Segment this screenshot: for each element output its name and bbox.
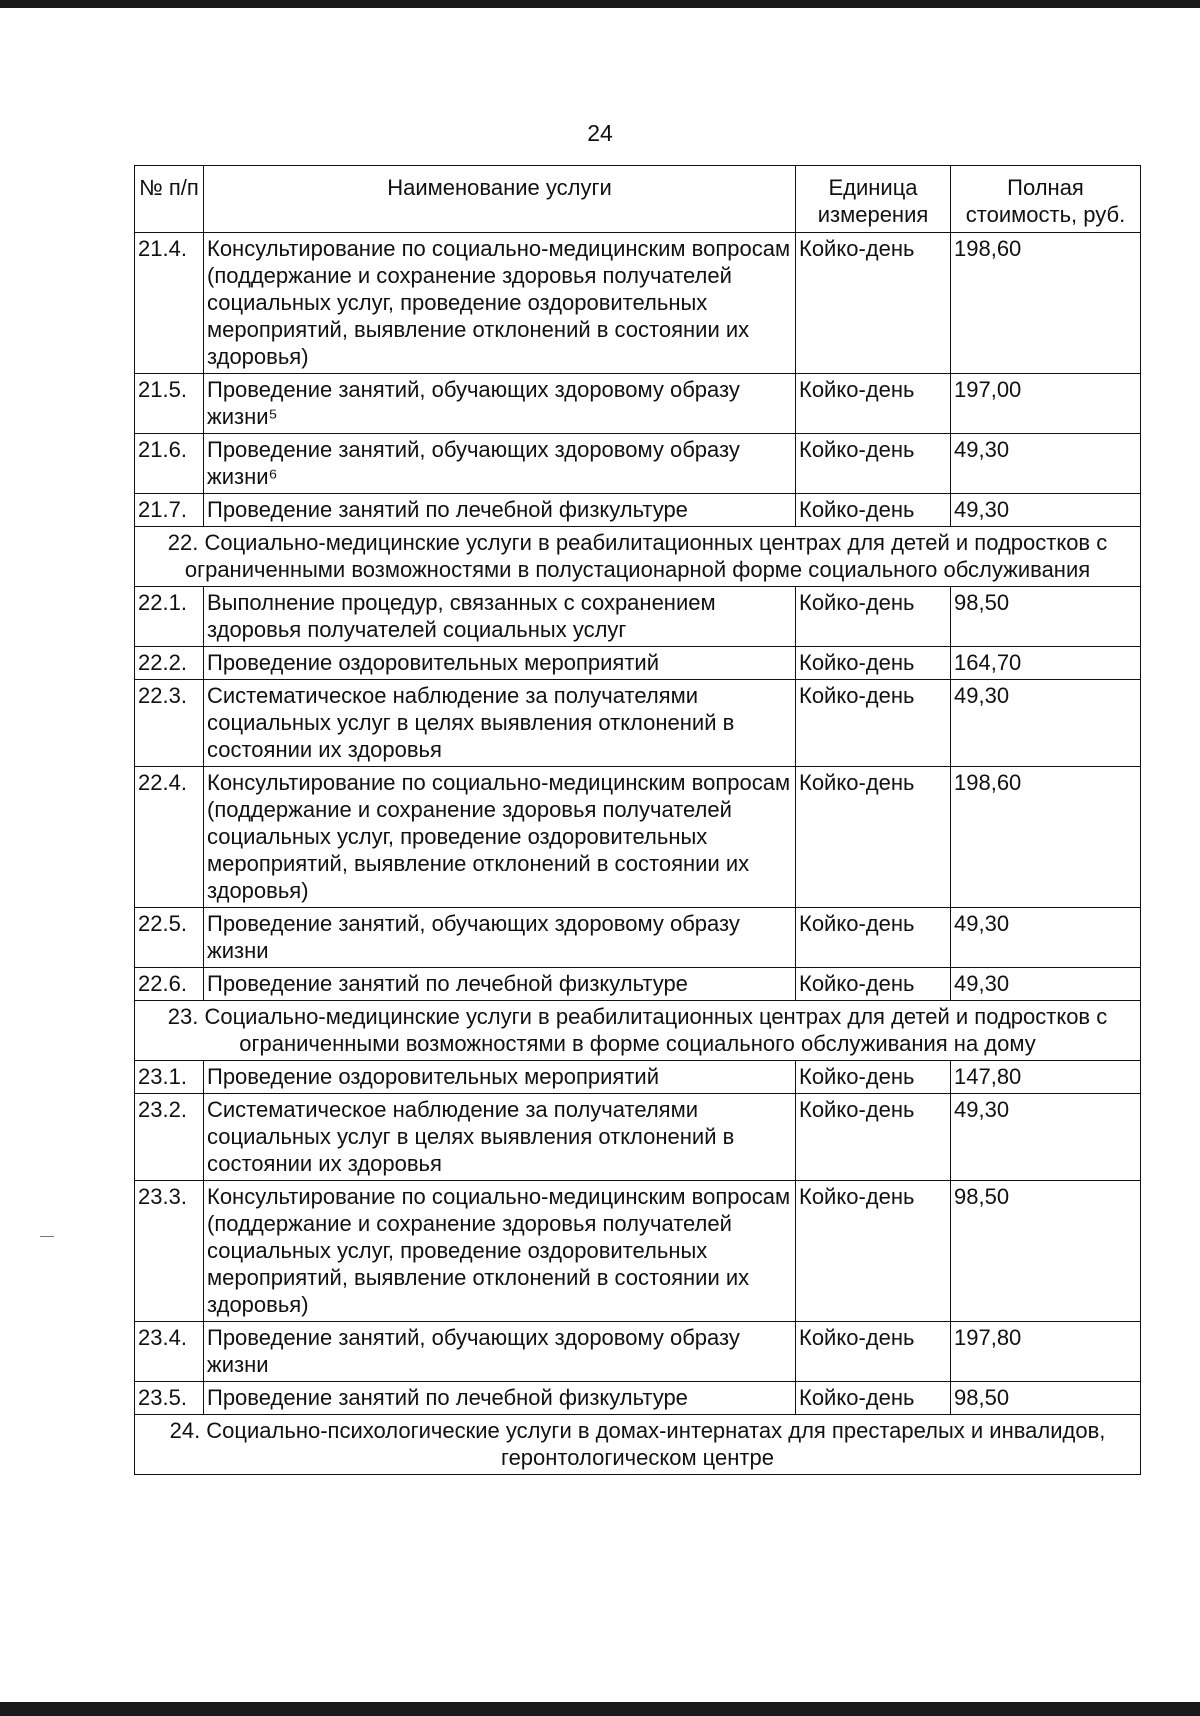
unit-of-measure: Койко-день	[796, 1094, 951, 1181]
service-name: Проведение занятий, обучающих здоровому образу жизни	[204, 1322, 796, 1382]
full-cost: 197,80	[951, 1322, 1141, 1382]
section-row	[135, 1415, 1141, 1475]
unit-of-measure: Койко-день	[796, 647, 951, 680]
table-row	[135, 434, 1141, 494]
table-row	[135, 494, 1141, 527]
row-number: 21.7.	[135, 494, 204, 527]
unit-of-measure: Койко-день	[796, 1322, 951, 1382]
row-number: 22.1.	[135, 587, 204, 647]
table-row	[135, 1322, 1141, 1382]
table-row	[135, 233, 1141, 374]
unit-of-measure: Койко-день	[796, 233, 951, 374]
service-name: Выполнение процедур, связанных с сохранением здоровья получателей социальных услуг	[204, 587, 796, 647]
section-title: 23. Социально-медицинские услуги в реабилитационных центрах для детей и подростков с ограниченными возможностями в форме социального обслуживания на дому	[135, 1001, 1141, 1061]
unit-of-measure: Койко-день	[796, 494, 951, 527]
full-cost: 49,30	[951, 908, 1141, 968]
unit-of-measure: Койко-день	[796, 587, 951, 647]
service-name: Систематическое наблюдение за получателями социальных услуг в целях выявления отклонений в состоянии их здоровья	[204, 1094, 796, 1181]
full-cost: 49,30	[951, 434, 1141, 494]
service-name: Консультирование по социально-медицинским вопросам (поддержание и сохранение здоровья получателей социальных услуг, проведение оздоровительных мероприятий, выявление отклонений в состоянии их здоровья)	[204, 1181, 796, 1322]
service-name: Проведение занятий по лечебной физкультуре	[204, 494, 796, 527]
service-name: Проведение занятий по лечебной физкультуре	[204, 1382, 796, 1415]
full-cost: 98,50	[951, 587, 1141, 647]
header-service-name: Наименование услуги	[204, 166, 796, 233]
full-cost: 98,50	[951, 1181, 1141, 1322]
scan-edge-bottom	[0, 1702, 1200, 1716]
service-name: Проведение занятий по лечебной физкультуре	[204, 968, 796, 1001]
row-number: 22.2.	[135, 647, 204, 680]
row-number: 22.5.	[135, 908, 204, 968]
service-name: Проведение занятий, обучающих здоровому образу жизни⁶	[204, 434, 796, 494]
page-number: 24	[587, 120, 613, 146]
unit-of-measure: Койко-день	[796, 767, 951, 908]
unit-of-measure: Койко-день	[796, 968, 951, 1001]
table-row	[135, 767, 1141, 908]
scan-edge-top	[0, 0, 1200, 8]
table-row	[135, 1181, 1141, 1322]
unit-of-measure: Койко-день	[796, 374, 951, 434]
table-row	[135, 968, 1141, 1001]
service-name: Проведение оздоровительных мероприятий	[204, 647, 796, 680]
table-row	[135, 1094, 1141, 1181]
table-row	[135, 680, 1141, 767]
header-cost: Полная стоимость, руб.	[951, 166, 1141, 233]
section-title: 22. Социально-медицинские услуги в реабилитационных центрах для детей и подростков с ограниченными возможностями в полустационарной форме социального обслуживания	[135, 527, 1141, 587]
unit-of-measure: Койко-день	[796, 1382, 951, 1415]
full-cost: 198,60	[951, 767, 1141, 908]
full-cost: 147,80	[951, 1061, 1141, 1094]
table-row	[135, 374, 1141, 434]
row-number: 22.6.	[135, 968, 204, 1001]
full-cost: 197,00	[951, 374, 1141, 434]
services-price-table	[134, 165, 1141, 1475]
table-row	[135, 908, 1141, 968]
unit-of-measure: Койко-день	[796, 680, 951, 767]
service-name: Систематическое наблюдение за получателями социальных услуг в целях выявления отклонений в состоянии их здоровья	[204, 680, 796, 767]
service-name: Консультирование по социально-медицинским вопросам (поддержание и сохранение здоровья получателей социальных услуг, проведение оздоровительных мероприятий, выявление отклонений в состоянии их здоровья)	[204, 767, 796, 908]
service-name: Проведение оздоровительных мероприятий	[204, 1061, 796, 1094]
row-number: 23.2.	[135, 1094, 204, 1181]
header-unit: Единица измерения	[796, 166, 951, 233]
row-number: 23.1.	[135, 1061, 204, 1094]
full-cost: 164,70	[951, 647, 1141, 680]
full-cost: 49,30	[951, 680, 1141, 767]
row-number: 21.6.	[135, 434, 204, 494]
unit-of-measure: Койко-день	[796, 1061, 951, 1094]
row-number: 23.5.	[135, 1382, 204, 1415]
unit-of-measure: Койко-день	[796, 434, 951, 494]
full-cost: 98,50	[951, 1382, 1141, 1415]
row-number: 22.4.	[135, 767, 204, 908]
unit-of-measure: Койко-день	[796, 1181, 951, 1322]
full-cost: 49,30	[951, 494, 1141, 527]
row-number: 22.3.	[135, 680, 204, 767]
row-number: 23.4.	[135, 1322, 204, 1382]
full-cost: 49,30	[951, 968, 1141, 1001]
table-row	[135, 1061, 1141, 1094]
row-number: 21.5.	[135, 374, 204, 434]
full-cost: 198,60	[951, 233, 1141, 374]
table-body	[135, 233, 1141, 1475]
section-title: 24. Социально-психологические услуги в домах-интернатах для престарелых и инвалидов, геронтологическом центре	[135, 1415, 1141, 1475]
table-header-row	[135, 166, 1141, 233]
service-name: Проведение занятий, обучающих здоровому образу жизни	[204, 908, 796, 968]
service-name: Проведение занятий, обучающих здоровому образу жизни⁵	[204, 374, 796, 434]
row-number: 21.4.	[135, 233, 204, 374]
section-row	[135, 1001, 1141, 1061]
margin-mark	[40, 1236, 54, 1237]
table-row	[135, 1382, 1141, 1415]
unit-of-measure: Койко-день	[796, 908, 951, 968]
table-row	[135, 647, 1141, 680]
header-number: № п/п	[135, 166, 204, 233]
full-cost: 49,30	[951, 1094, 1141, 1181]
service-name: Консультирование по социально-медицинским вопросам (поддержание и сохранение здоровья получателей социальных услуг, проведение оздоровительных мероприятий, выявление отклонений в состоянии их здоровья)	[204, 233, 796, 374]
row-number: 23.3.	[135, 1181, 204, 1322]
section-row	[135, 527, 1141, 587]
table-row	[135, 587, 1141, 647]
